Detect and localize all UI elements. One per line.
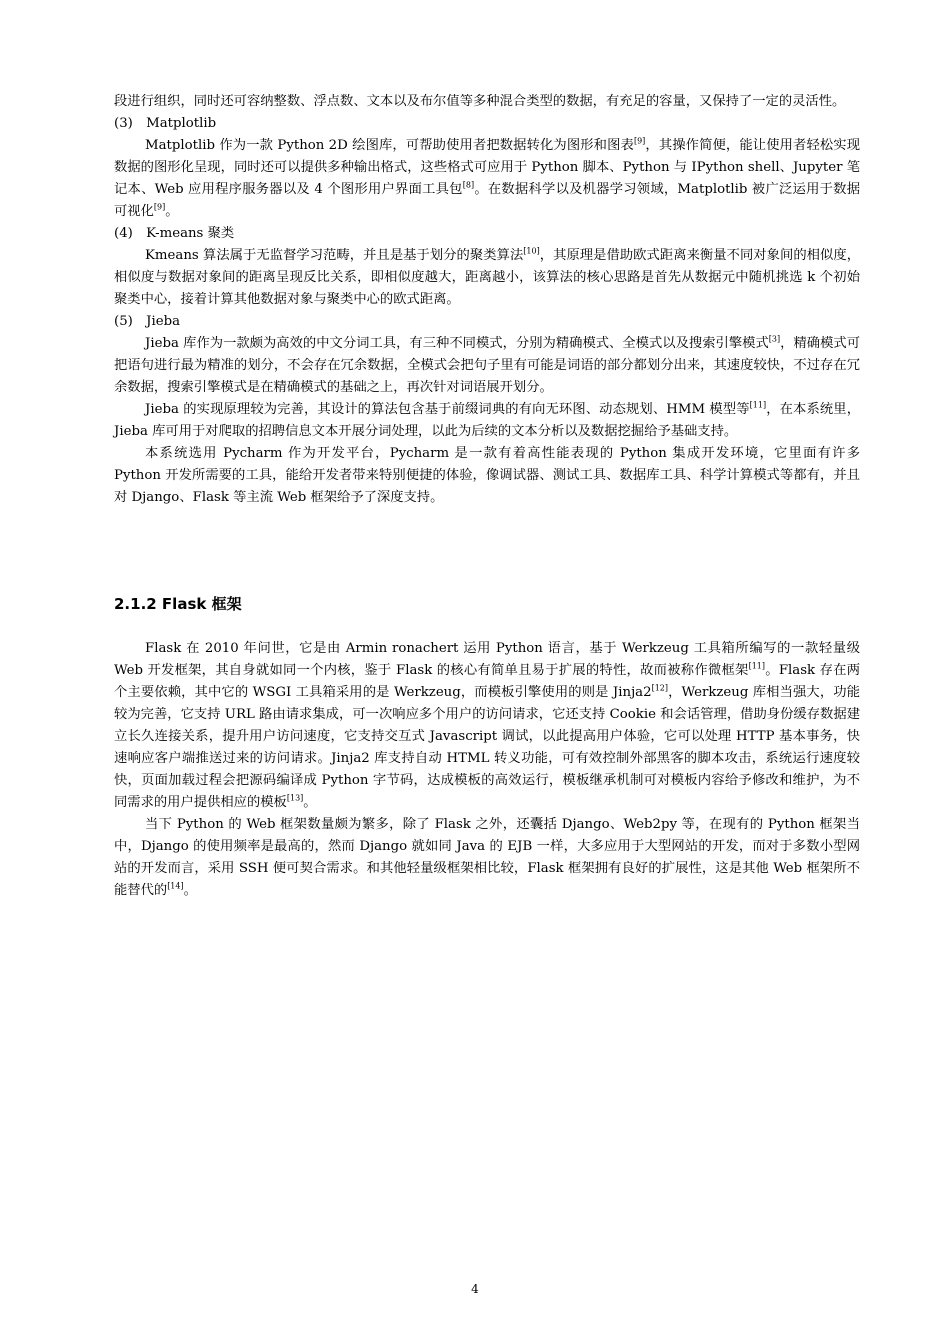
text: 。Flask 存在两个主要依赖，其中它的 WSGI 工具箱采用的是 Werkzeug，而模板引擎使用的则是 Jinja2	[114, 663, 861, 700]
text: ，精确模式可把语句进行最为精准的划分，不会存在冗余数据，全模式会把句子里有可能是词语的部分都划分出来，其速度较快，不过存在冗余数据，搜索引擎模式是在精确模式的基础之上，再次针对词语展开划分。	[114, 336, 861, 395]
paragraph-jieba	[114, 333, 860, 399]
paragraph-kmeans	[114, 245, 860, 311]
list-item-label-jieba: (5) Jieba	[114, 314, 181, 329]
text: ，在本系统里，Jieba 库可用于对爬取的招聘信息文本开展分词处理，以此为后续的文本分析以及数据挖掘给予基础支持。	[114, 402, 861, 439]
text: Jieba 的实现原理较为完善，其设计的算法包含基于前缀词典的有向无环图、动态规划、HMM 模型等	[145, 402, 750, 417]
citation[interactable]: [11]	[749, 400, 767, 410]
section-heading: 2.1.2 Flask 框架	[114, 595, 242, 613]
list-item-label-kmeans: (4) K-means 聚类	[114, 226, 235, 241]
text: 当下 Python 的 Web 框架数量颇为繁多，除了 Flask 之外，还囊括 Django、Web2py 等，在现有的 Python 框架当中，Django 的使用频率是最高的，然而 Django 就如同 Java 的 EJB 一样，大多应用于大型网站的开发，而对于多数小型网站的开发而言，采用 SSH 便可契合需求。和其他轻量级框架相比较，Flask 框架拥有良好的扩展性，这是其他 Web 框架所不能替代的	[114, 817, 860, 898]
citation[interactable]: [10]	[523, 246, 540, 256]
paragraph-jieba-principle	[114, 399, 860, 443]
text: ，其原理是借助欧式距离来衡量不同对象间的相似度，相似度与数据对象间的距离呈现反比关系，即相似度越大，距离越小，该算法的核心思路是首先从数据元中随机挑选 k 个初始聚类中心，接着计算其他数据对象与聚类中心的欧式距离。	[114, 248, 861, 307]
citation[interactable]: [9]	[633, 136, 646, 146]
paragraph-flask-intro	[114, 638, 860, 814]
text: Flask 在 2010 年问世，它是由 Armin ronachert 运用 Python 语言，基于 Werkzeug 工具箱所编写的一款轻量级 Web 开发框架，其自身就如同一个内核，鉴于 Flask 的核心有简单且易于扩展的特性，故而被称作微框架	[114, 641, 860, 678]
section-1-body	[114, 91, 860, 509]
list-item-label-matplotlib: (3) Matplotlib	[114, 116, 217, 131]
text: 。	[183, 883, 197, 898]
citation[interactable]: [13]	[286, 793, 304, 803]
paragraph-matplotlib	[114, 135, 860, 223]
page-number: 4	[471, 1282, 479, 1296]
section-2-body	[114, 638, 860, 902]
citation[interactable]: [12]	[651, 683, 668, 693]
citation[interactable]: [9]	[153, 202, 166, 212]
citation[interactable]: [11]	[748, 661, 765, 671]
paragraph-continuation: 段进行组织，同时还可容纳整数、浮点数、文本以及布尔值等多种混合类型的数据，有充足的容量，又保持了一定的灵活性。	[114, 94, 846, 109]
text: ，Werkzeug 库相当强大，功能较为完善，它支持 URL 路由请求集成，可一次响应多个用户的访问请求，它还支持 Cookie 和会话管理，借助身份缓存数据建立长久连接关系，提升用户访问速度，它支持交互式 Javascript 调试，以此提高用户体验，它可以处理 HTTP 基本事务，快速响应客户端推送过来的访问请求。Jinja2 库支持自动 HTML 转义功能，可有效控制外部黑客的脚本攻击，系统运行速度较快，页面加载过程会把源码编译成 Python 字节码，达成模板的高效运行，模板继承机制可对模板内容给予修改和维护，为不同需求的用户提供相应的模板	[114, 685, 860, 810]
citation[interactable]: [14]	[167, 881, 184, 891]
text: Kmeans 算法属于无监督学习范畴，并且是基于划分的聚类算法	[145, 248, 524, 263]
text: 。	[165, 204, 179, 219]
text: Jieba 库作为一款颇为高效的中文分词工具，有三种不同模式，分别为精确模式、全模式以及搜索引擎模式	[145, 336, 769, 351]
text: 。在数据科学以及机器学习领域，Matplotlib 被广泛运用于数据可视化	[114, 182, 860, 219]
text: ，其操作简便，能让使用者轻松实现数据的图形化呈现，同时还可以提供多种输出格式，这些格式可应用于 Python 脚本、Python 与 IPython shell、Jupyter 笔记本、Web 应用程序服务器以及 4 个图形用户界面工具包	[114, 138, 861, 197]
paragraph-flask-compare	[114, 814, 860, 902]
paragraph-pycharm: 本系统选用 Pycharm 作为开发平台，Pycharm 是一款有着高性能表现的 Python 集成开发环境，它里面有许多 Python 开发所需要的工具，能给开发者带来特别便捷的体验，像调试器、测试工具、数据库工具、科学计算模式等都有，并且对 Django、Flask 等主流 Web 框架给予了深度支持。	[114, 446, 860, 505]
text: 。	[303, 795, 317, 810]
citation[interactable]: [8]	[462, 180, 475, 190]
text: Matplotlib 作为一款 Python 2D 绘图库，可帮助使用者把数据转化为图形和图表	[145, 138, 634, 153]
citation[interactable]: [3]	[768, 334, 781, 344]
